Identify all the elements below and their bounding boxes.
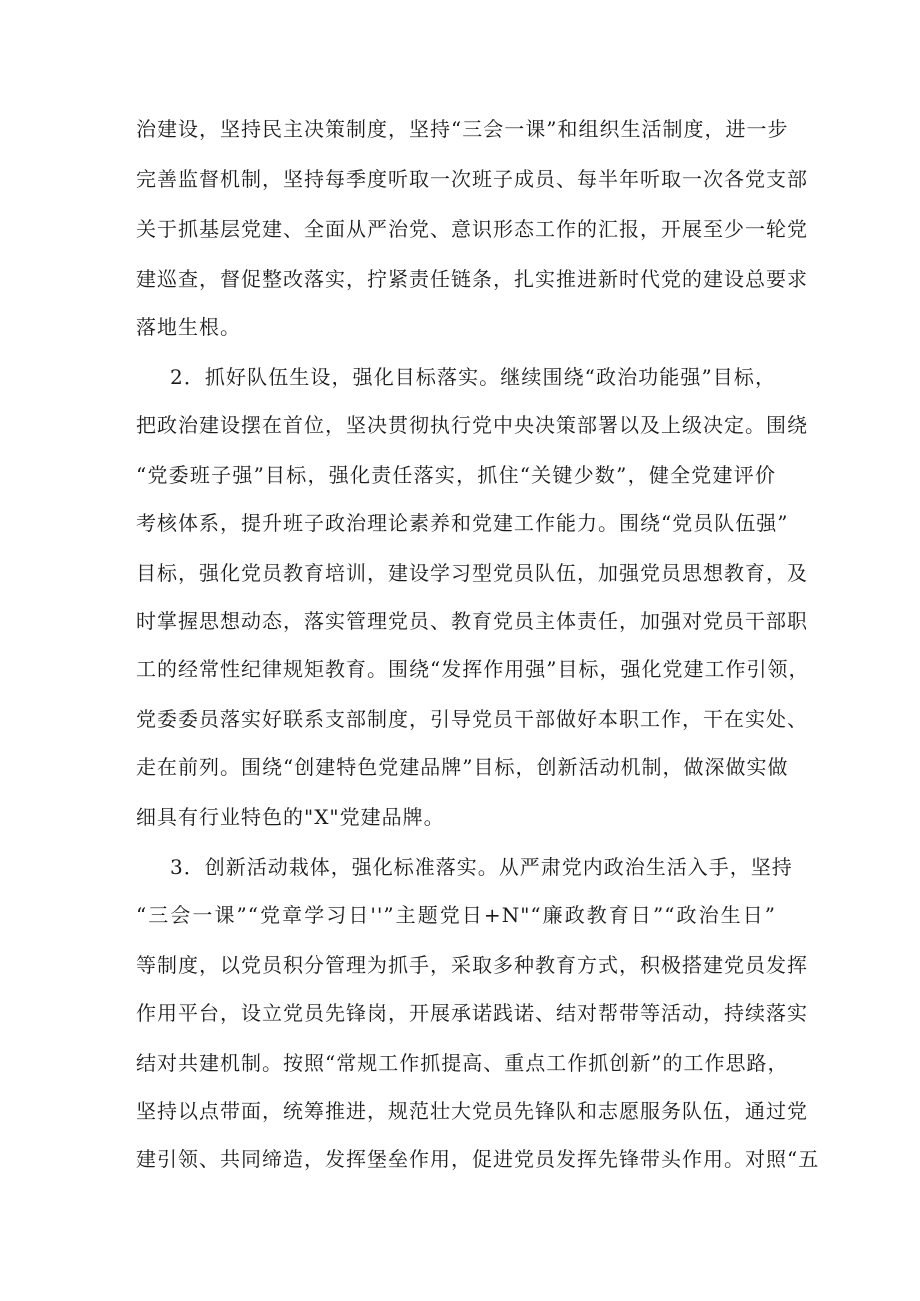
text-line: 完善监督机制，坚持每季度听取一次班子成员、每半年听取一次各党支部 bbox=[136, 167, 808, 191]
text-line: 结对共建机制。按照“常规工作抓提高、重点工作抓创新”的工作思路， bbox=[136, 1051, 789, 1075]
text-line: 考核体系，提升班子政治理论素养和党建工作能力。围绕“党员队伍强” bbox=[136, 511, 789, 535]
text-line: 落地生根。 bbox=[136, 315, 241, 339]
text-line: 走在前列。围绕“创建特色党建品牌”目标，创新活动机制，做深做实做 bbox=[136, 755, 789, 779]
text-line: “三会一课”“党章学习日''”主题党日+N"“廉政教育日”“政治生日” bbox=[136, 903, 776, 927]
text-line: “党委班子强”目标，强化责任落实，抓住“关键少数”，健全党建评价 bbox=[136, 463, 776, 487]
text-line: 目标，强化党员教育培训，建设学习型党员队伍，加强党员思想教育，及 bbox=[136, 561, 808, 585]
text-line: 把政治建设摆在首位，坚决贯彻执行党中央决策部署以及上级决定。围绕 bbox=[136, 413, 808, 437]
paragraph-heading-line: 2．抓好队伍生设，强化目标落实。继续围绕“政治功能强”目标， bbox=[170, 365, 776, 389]
text-line: 工的经常性纪律规矩教育。围绕“发挥作用强”目标，强化党建工作引领， bbox=[136, 657, 810, 681]
text-line: 细具有行业特色的"X"党建品牌。 bbox=[136, 805, 445, 829]
paragraph-heading-line: 3．创新活动栽体，强化标准落实。从严肃党内政治生活入手，坚持 bbox=[170, 855, 793, 879]
text-line: 建引领、共同缔造，发挥堡垒作用，促进党员发挥先锋带头作用。对照“五 bbox=[136, 1147, 820, 1171]
text-line: 建巡查，督促整改落实，拧紧责任链条，扎实推进新时代党的建设总要求 bbox=[136, 267, 808, 291]
text-line: 作用平台，设立党员先锋岗，开展承诺践诺、结对帮带等活动，持续落实 bbox=[136, 1001, 808, 1025]
text-line: 治建设，坚持民主决策制度，坚持“三会一课”和组织生活制度，进一步 bbox=[136, 117, 789, 141]
text-line: 等制度，以党员积分管理为抓手，采取多种教育方式，积极搭建党员发挥 bbox=[136, 953, 808, 977]
text-line: 党委委员落实好联系支部制度，引导党员干部做好本职工作，干在实处、 bbox=[136, 707, 808, 731]
text-line: 时掌握思想动态，落实管理党员、教育党员主体责任，加强对党员干部职 bbox=[136, 609, 808, 633]
text-line: 坚持以点带面，统筹推进，规范壮大党员先锋队和志愿服务队伍，通过党 bbox=[136, 1099, 808, 1123]
text-line: 关于抓基层党建、全面从严治党、意识形态工作的汇报，开展至少一轮党 bbox=[136, 217, 808, 241]
